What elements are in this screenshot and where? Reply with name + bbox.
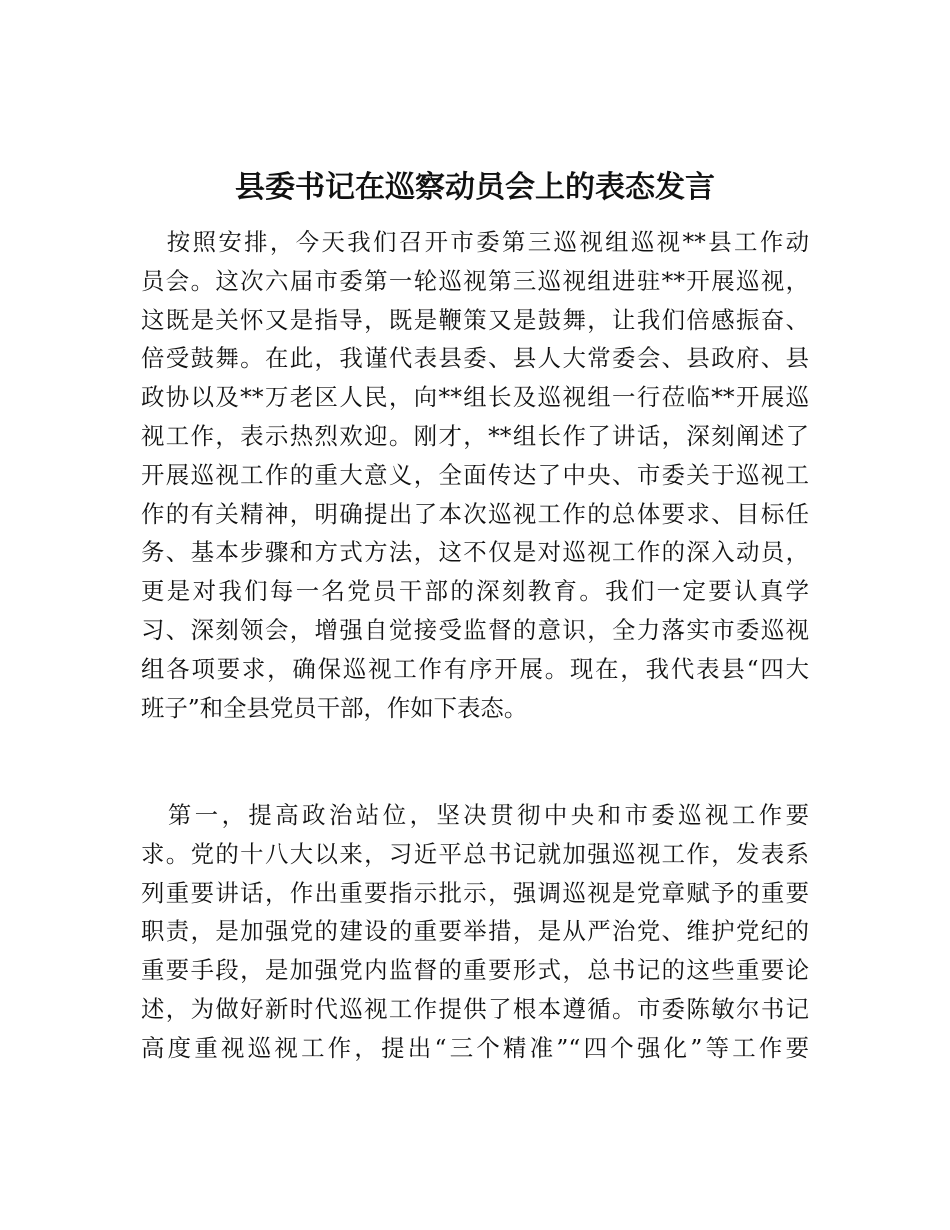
text-line: 述，为做好新时代巡视工作提供了根本遵循。市委陈敏尔书记 (141, 994, 809, 1023)
text-line: 倍受鼓舞。在此，我谨代表县委、县人大常委会、县政府、县 (141, 344, 809, 373)
text-line: 职责，是加强党的建设的重要举措，是从严治党、维护党纪的 (141, 917, 809, 946)
text-line: 按照安排，今天我们召开市委第三巡视组巡视**县工作动 (141, 228, 809, 256)
text-line: 员会。这次六届市委第一轮巡视第三巡视组进驻**开展巡视， (141, 266, 809, 295)
text-line: 这既是关怀又是指导，既是鞭策又是鼓舞，让我们倍感振奋、 (141, 305, 809, 334)
text-line: 组各项要求，确保巡视工作有序开展。现在，我代表县“四大 (141, 654, 809, 683)
text-line: 班子”和全县党员干部，作如下表态。 (141, 693, 528, 722)
text-line: 务、基本步骤和方式方法，这不仅是对巡视工作的深入动员， (141, 538, 809, 567)
document-title: 县委书记在巡察动员会上的表态发言 (235, 170, 715, 205)
paragraph-1 (141, 223, 809, 727)
text-line: 习、深刻领会，增强自觉接受监督的意识，全力落实市委巡视 (141, 615, 809, 644)
paragraph-2 (141, 796, 809, 1068)
text-line: 更是对我们每一名党员干部的深刻教育。我们一定要认真学 (141, 577, 809, 606)
text-line: 作的有关精神，明确提出了本次巡视工作的总体要求、目标任 (141, 499, 809, 528)
text-line: 高度重视巡视工作，提出“三个精准”“四个强化”等工作要 (141, 1033, 809, 1062)
text-line: 开展巡视工作的重大意义，全面传达了中央、市委关于巡视工 (141, 460, 809, 489)
text-line: 列重要讲话，作出重要指示批示，强调巡视是党章赋予的重要 (141, 878, 809, 907)
text-line: 求。党的十八大以来，习近平总书记就加强巡视工作，发表系 (141, 839, 809, 868)
text-line: 政协以及**万老区人民，向**组长及巡视组一行莅临**开展巡 (141, 383, 809, 412)
text-line: 视工作，表示热烈欢迎。刚才，**组长作了讲话，深刻阐述了 (141, 421, 809, 450)
text-line: 第一，提高政治站位，坚决贯彻中央和市委巡视工作要 (141, 801, 809, 829)
text-line: 重要手段，是加强党内监督的重要形式，总书记的这些重要论 (141, 956, 809, 985)
